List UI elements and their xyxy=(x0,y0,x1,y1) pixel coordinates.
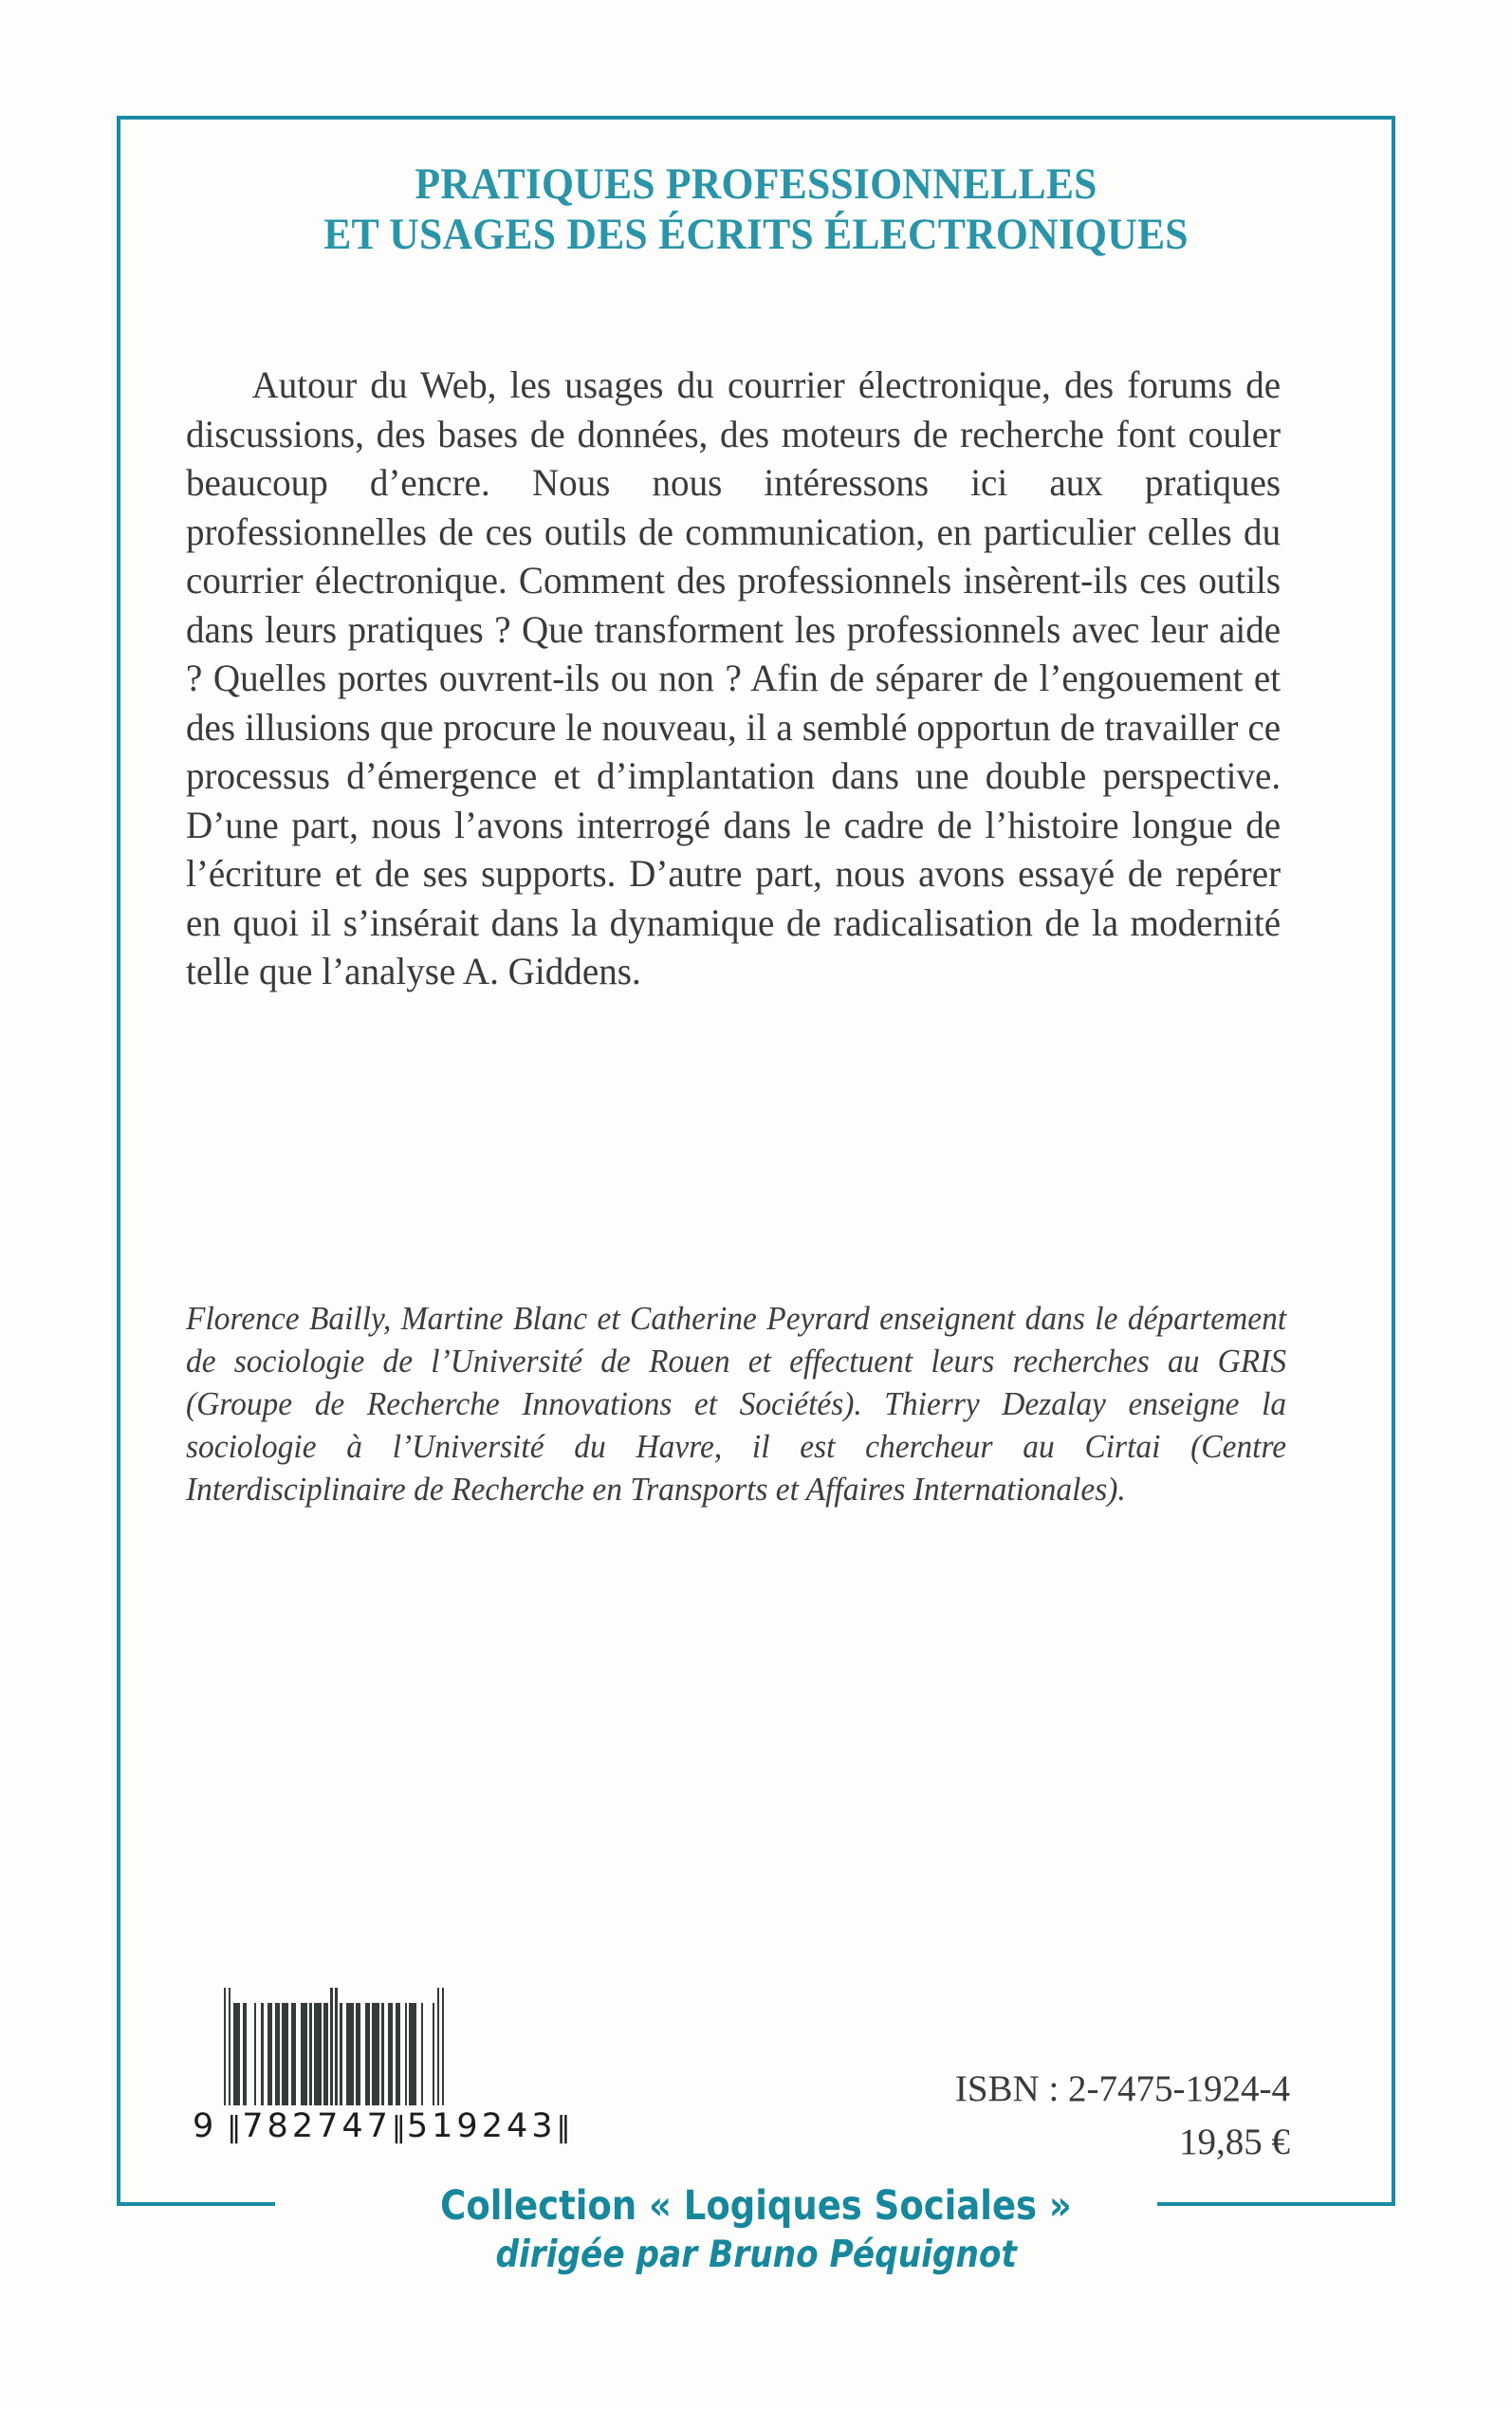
author-biography: Florence Bailly, Martine Blanc et Catherine Peyrard enseignent dans le département de sociologie de l’Université de Rouen et effectuent leurs recherches au GRIS (Groupe de Recherche Innovations et Sociétés). Thierry Dezalay enseigne la sociologie à l’Université du Havre, il est chercheur au Cirtai (Centre Interdisciplinaire de Recherche en Transports et Affaires Internationales). xyxy=(186,1301,1287,1508)
title-line-1: PRATIQUES PROFESSIONNELLES xyxy=(415,159,1097,209)
collection-footer xyxy=(0,2182,1512,2276)
barcode-bar xyxy=(346,2003,353,2105)
page-title xyxy=(161,159,1351,259)
isbn-price-block xyxy=(835,2063,1290,2169)
title-line-2: ET USAGES DES ÉCRITS ÉLECTRONIQUES xyxy=(323,209,1189,259)
barcode-group-1: 782747 xyxy=(242,2107,392,2145)
barcode-group-2: 519243 xyxy=(406,2107,557,2145)
barcode-guard-left: ‖ xyxy=(227,2111,243,2144)
collection-name: Collection « Logiques Sociales » xyxy=(440,2182,1072,2230)
barcode-bars xyxy=(224,2003,591,2105)
collection-editor: dirigée par Bruno Péquignot xyxy=(495,2233,1017,2276)
barcode-guard-right: ‖ xyxy=(556,2111,572,2144)
barcode-bar xyxy=(233,2003,240,2105)
price-label: 19,85 € xyxy=(1179,2122,1290,2162)
barcode-guard-mid: ‖ xyxy=(391,2111,407,2144)
barcode-bar xyxy=(442,1988,444,2105)
barcode-bar xyxy=(301,2003,307,2105)
barcode-bar xyxy=(372,2003,378,2105)
barcode-bar xyxy=(409,2003,415,2105)
barcode-space xyxy=(423,2003,433,2105)
barcode-digits xyxy=(193,2107,591,2145)
barcode-bar xyxy=(314,2003,321,2105)
book-description: Autour du Web, les usages du courrier électronique, des forums de discussions, des bases de données, des moteurs de recherche font couler beaucoup d’encre. Nous nous intéressons ici aux pratiques professionnelles de ces outils de communication, en particulier celles du courrier électronique. Comment des professionnels insèrent-ils ces outils dans leurs pratiques ? Que transforment les professionnels avec leur aide ? Quelles portes ouvrent-ils ou non ? Afin de séparer de l’engouement et des illusions que procure le nouveau, il a semblé opportun de travailler ce processus d’émergence et d’implantation dans une double perspective. D’une part, nous l’avons interrogé dans le cadre de l’histoire longue de l’écriture et de ses supports. D’autre part, nous avons essayé de repérer en quoi il s’insérait dans la dynamique de radicalisation de la modernité telle que l’analyse A. Giddens. xyxy=(186,363,1282,992)
barcode-space xyxy=(247,2003,253,2105)
isbn-number: ISBN : 2-7475-1924-4 xyxy=(954,2068,1290,2109)
barcode-bar xyxy=(282,2003,288,2105)
ean-barcode xyxy=(193,2003,591,2145)
barcode-lead-digit: 9 xyxy=(193,2107,215,2145)
